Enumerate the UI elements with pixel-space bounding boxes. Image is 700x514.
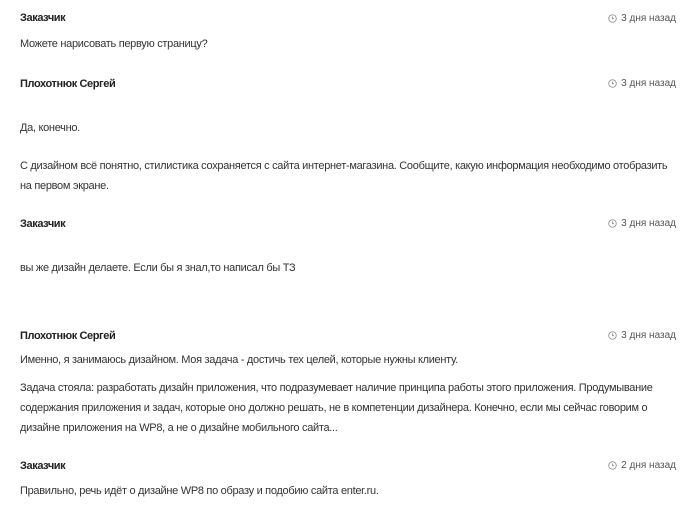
comment-time: 2 дня назад [608,460,676,471]
clock-icon [608,219,617,228]
comment-text: С дизайном всё понятно, стилистика сохраняется с сайта интернет-магазина. Сообщите, какую информация необходимо отобразить на первом экране. [20,160,668,192]
comment-author: Плохотнюк Сергей [20,330,116,342]
clock-icon [608,461,617,470]
comment-time: 3 дня назад [608,78,676,89]
clock-icon [608,79,617,88]
comment-text: Да, конечно. [20,122,80,134]
comment-text: Задача стояла: разработать дизайн приложения, что подразумевает наличие принципа работы этого приложения. Продумывание содержания приложения и задач, которые оно должно решать, не в компетенции дизайнера. Конечно, если мы сейчас говорим о дизайне приложения на WP8, а не о дизайне мобильного сайта... [20,382,653,434]
comment-author: Плохотнюк Сергей [20,78,116,90]
comment-text: Именно, я занимаюсь дизайном. Моя задача - достичь тех целей, которые нужны клиенту. [20,354,458,366]
comment-author: Заказчик [20,218,66,230]
comment-author: Заказчик [20,460,66,472]
clock-icon [608,14,617,23]
comment-text: Можете нарисовать первую страницу? [20,38,208,50]
comment-text: Правильно, речь идёт о дизайне WP8 по образу и подобию сайта enter.ru. [20,485,379,497]
clock-icon [608,331,617,340]
comment-text: вы же дизайн делаете. Если бы я знал,то написал бы ТЗ [20,262,296,274]
comment-author: Заказчик [20,12,66,24]
comment-time: 3 дня назад [608,13,676,24]
comment-time: 3 дня назад [608,330,676,341]
comment-time: 3 дня назад [608,218,676,229]
